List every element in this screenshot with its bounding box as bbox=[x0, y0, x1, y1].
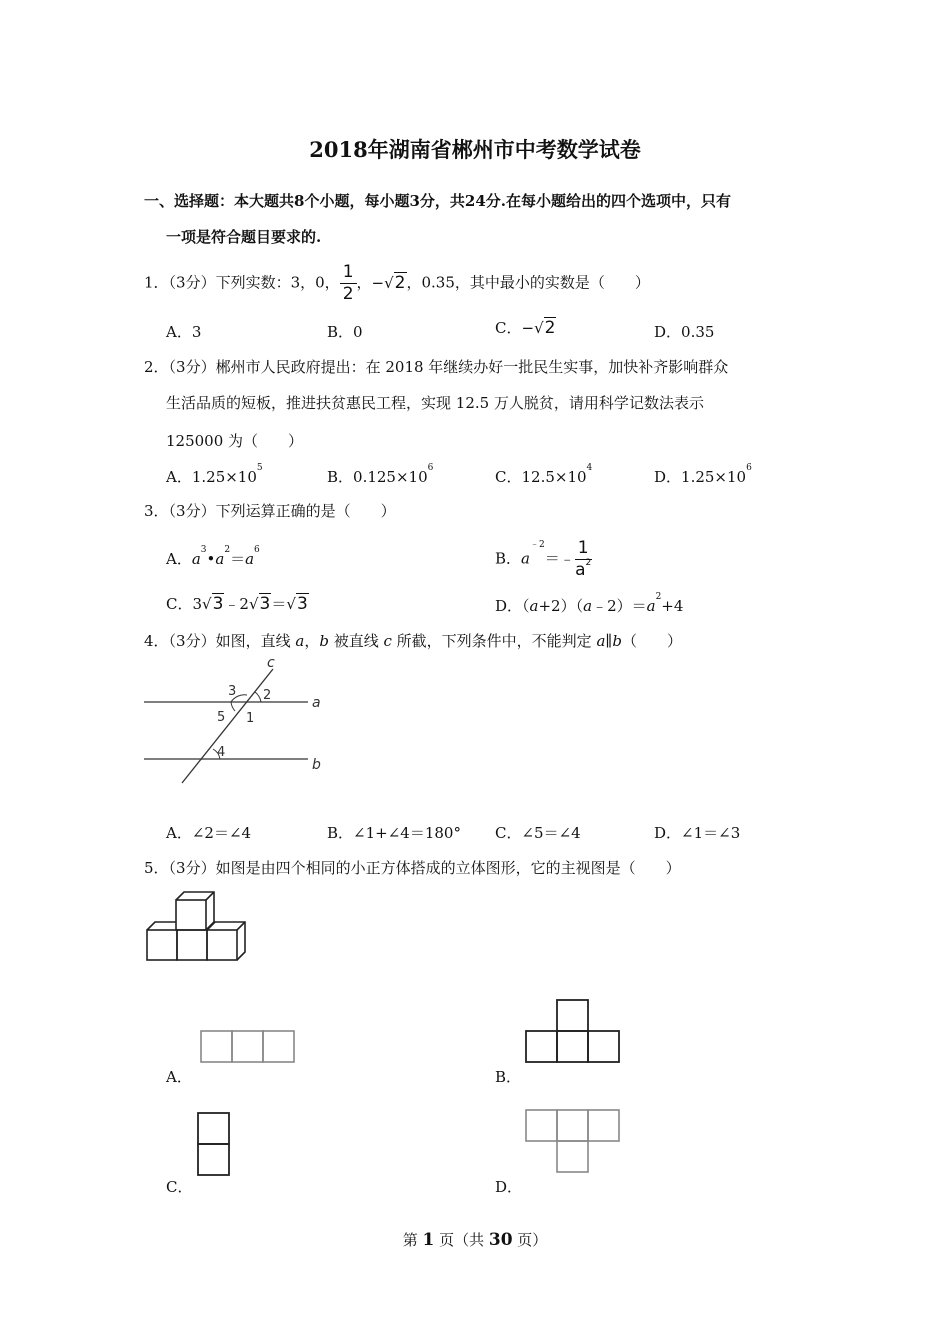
q3-option-b[interactable]: B．$a^{﹣2}=﹣$ $\frac{1}{a^2}$ bbox=[495, 538, 592, 580]
section-heading-line1: 一、选择题：本大题共8个小题，每小题3分，共24分.在每小题给出的四个选项中，只有 bbox=[144, 192, 731, 210]
question-5: 5．（3分）如图是由四个相同的小正方体搭成的立体图形，它的主视图是（ ） bbox=[144, 859, 681, 877]
q5-option-c[interactable]: C． bbox=[166, 1178, 193, 1196]
q5-option-b[interactable]: B． bbox=[495, 1068, 522, 1086]
angle-arc-2 bbox=[255, 692, 261, 702]
label-c: c bbox=[267, 655, 275, 671]
q4-option-c[interactable]: C．∠5＝∠4 bbox=[495, 824, 581, 842]
q1-option-b[interactable]: B．0 bbox=[327, 323, 363, 341]
label-a: a bbox=[312, 695, 321, 711]
section-heading-line2: 一项是符合题目要求的. bbox=[166, 228, 322, 246]
q5-option-d-figure[interactable] bbox=[523, 1107, 623, 1175]
q1-neg-sqrt: −√2 bbox=[371, 272, 406, 293]
q4-option-d[interactable]: D．∠1＝∠3 bbox=[654, 824, 741, 842]
q5-figure-cube-stack bbox=[144, 888, 248, 966]
angle-label-2: 2 bbox=[263, 688, 272, 703]
question-4: 4．（3分）如图，直线 a，b 被直线 c 所截，下列条件中，不能判定 a∥b（ ） bbox=[144, 632, 682, 650]
q2-option-a[interactable]: A．$1.25\times 10^5$ bbox=[166, 463, 263, 486]
angle-label-3: 3 bbox=[228, 684, 237, 699]
q1-text-a: 下列实数：3，0， bbox=[215, 273, 340, 292]
q5-option-b-figure[interactable] bbox=[523, 997, 623, 1065]
q4-figure-parallel-lines bbox=[140, 655, 340, 785]
q1-fraction: $\frac{1}{2}$ bbox=[340, 264, 357, 303]
q1-text-b: ，0.35，其中最小的实数是（ ） bbox=[406, 273, 650, 292]
q1-score: （3分） bbox=[168, 273, 216, 292]
q2-option-b[interactable]: B．$0.125\times 10^6$ bbox=[327, 463, 434, 486]
angle-label-4: 4 bbox=[217, 745, 226, 760]
q1-option-d[interactable]: D．0.35 bbox=[654, 323, 715, 341]
q3-option-d[interactable]: D．$(a+2)(a﹣2)=a^2+4$ bbox=[495, 592, 684, 615]
q5-option-a-figure[interactable] bbox=[198, 1028, 298, 1064]
angle-arc-5 bbox=[231, 702, 235, 711]
q2-option-d[interactable]: D．$1.25\times 10^6$ bbox=[654, 463, 752, 486]
page-title: 2018年湖南省郴州市中考数学试卷 bbox=[309, 137, 641, 162]
q5-option-c-figure[interactable] bbox=[195, 1110, 233, 1178]
q4-option-b[interactable]: B．∠1+∠4＝180° bbox=[327, 824, 461, 842]
q5-option-d[interactable]: D． bbox=[495, 1178, 523, 1196]
q1-option-a[interactable]: A．3 bbox=[166, 323, 202, 341]
page-footer: 第 1 页（共 30 页） bbox=[402, 1230, 548, 1250]
q2-option-c[interactable]: C．$12.5\times 10^4$ bbox=[495, 463, 593, 486]
q1-number: 1． bbox=[144, 273, 169, 292]
question-3: 3．（3分）下列运算正确的是（ ） bbox=[144, 502, 396, 520]
angle-label-5: 5 bbox=[217, 710, 226, 725]
question-2-line3: 125000 为（ ） bbox=[166, 432, 304, 450]
page-total: 30 bbox=[488, 1230, 513, 1250]
question-2-line1: 2．（3分）郴州市人民政府提出：在 2018 年继续办好一批民生实事，加快补齐影响群众 bbox=[144, 358, 729, 376]
question-2-line2: 生活品质的短板，推进扶贫惠民工程，实现 12.5 万人脱贫，请用科学记数法表示 bbox=[166, 394, 704, 412]
question-1: 1．（3分）下列实数：3，0， $\frac{1}{2}$ ，−√2，0.35，其中最小的实数是（ ） bbox=[144, 262, 650, 304]
page-number: 1 bbox=[422, 1230, 435, 1250]
q4-option-a[interactable]: A．∠2＝∠4 bbox=[166, 824, 252, 842]
q1-option-c[interactable]: C．−√2 bbox=[495, 318, 556, 338]
label-b: b bbox=[312, 757, 321, 773]
q3-option-c[interactable]: C．3√3﹣2√3＝√3 bbox=[166, 594, 308, 614]
q3-option-a[interactable]: A．$a^3•a^2=a^6$ bbox=[166, 545, 260, 568]
q5-option-a[interactable]: A． bbox=[166, 1068, 192, 1086]
angle-label-1: 1 bbox=[246, 711, 255, 726]
